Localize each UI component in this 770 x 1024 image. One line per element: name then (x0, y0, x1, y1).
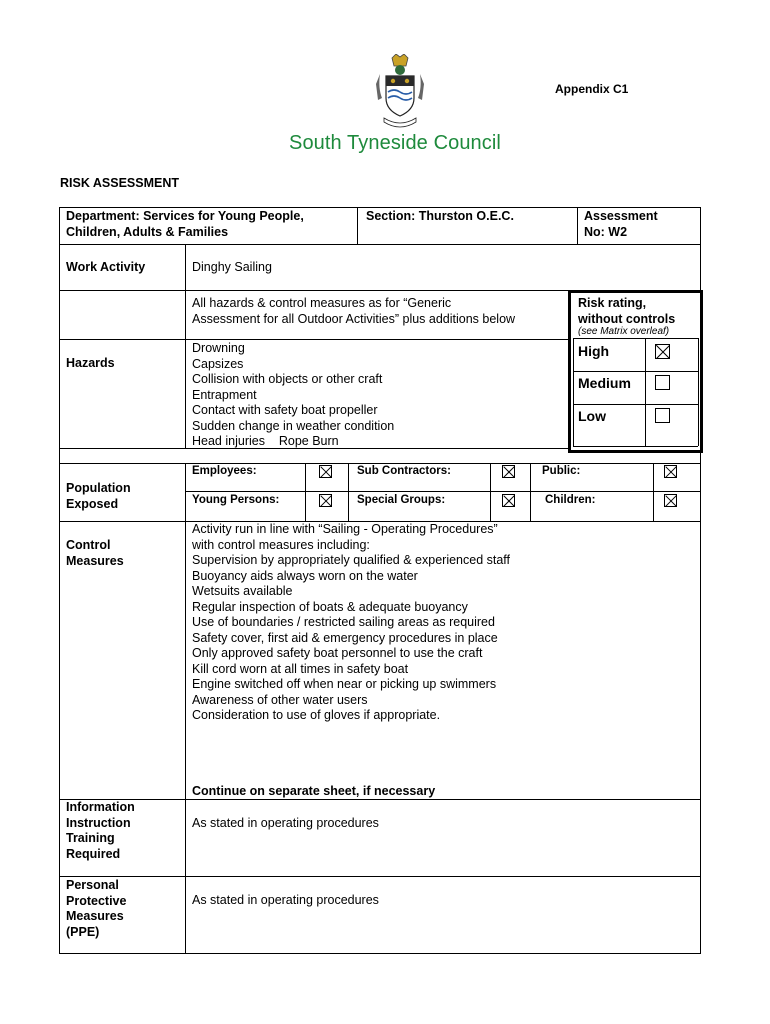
information-label-line: Required (66, 846, 121, 861)
assessment-label: Assessment (584, 209, 658, 223)
population-young-persons-checkbox[interactable] (319, 494, 332, 507)
hazard-item: Sudden change in weather condition (192, 418, 395, 433)
population-special-groups-label: Special Groups: (357, 494, 446, 506)
control-measure-item: Regular inspection of boats & adequate buoyancy (192, 599, 468, 614)
risk-rating-note: (see Matrix overleaf) (578, 326, 670, 337)
appendix-label: Appendix C1 (555, 82, 629, 96)
population-employees-checkbox[interactable] (319, 465, 332, 478)
hazards-label: Hazards (66, 356, 115, 370)
control-measures-label-1: Control (66, 538, 111, 552)
control-measure-item: Safety cover, first aid & emergency procedures in place (192, 630, 498, 645)
population-young-persons-label: Young Persons: (192, 494, 280, 506)
risk-level-medium-label: Medium (578, 375, 631, 391)
population-label-1: Population (66, 481, 131, 495)
control-measure-item: Supervision by appropriately qualified & experienced staff (192, 553, 511, 567)
hazard-item: Collision with objects or other craft (192, 372, 383, 386)
control-measures-list (192, 522, 510, 724)
risk-rating-box (568, 290, 703, 453)
information-value: As stated in operating procedures (192, 816, 379, 830)
control-measure-item: Activity run in line with “Sailing - Operating Procedures” (192, 522, 498, 536)
ppe-label-line: (PPE) (66, 924, 100, 939)
risk-rating-title-1: Risk rating, (578, 296, 647, 310)
council-crest (374, 54, 426, 130)
hazards-list (192, 341, 394, 450)
information-label-line: Instruction (66, 815, 131, 830)
ppe-label (66, 878, 126, 940)
population-special-groups-checkbox[interactable] (502, 494, 515, 507)
population-label-2: Exposed (66, 497, 119, 511)
risk-rating-title-2: without controls (578, 312, 676, 326)
risk-level-high-checkbox[interactable] (655, 344, 670, 359)
council-name: South Tyneside Council (289, 132, 501, 154)
department-label: Department: Services for Young People, Children, Adults & Families (66, 209, 304, 239)
ppe-value: As stated in operating procedures (192, 893, 379, 907)
hazard-item: Head injuries Rope Burn (192, 434, 339, 448)
hazard-item: Capsizes (192, 356, 244, 371)
risk-level-high-label: High (578, 343, 610, 359)
ppe-label-line: Protective (66, 893, 127, 908)
control-measure-item: Use of boundaries / restricted sailing areas as required (192, 615, 495, 629)
information-label (66, 800, 135, 862)
population-subcontractors-label: Sub Contractors: (357, 465, 451, 477)
hazard-item: Entrapment (192, 387, 257, 402)
section-label: Section: Thurston O.E.C. (366, 209, 514, 223)
control-measure-item: Wetsuits available (192, 584, 293, 598)
population-public-checkbox[interactable] (664, 465, 677, 478)
control-measure-item: Awareness of other water users (192, 692, 368, 707)
information-label-line: Training (66, 831, 115, 845)
control-measure-item: Engine switched off when near or picking up swimmers (192, 677, 497, 691)
continue-note: Continue on separate sheet, if necessary (192, 784, 436, 798)
control-measure-item: Kill cord worn at all times in safety boat (192, 661, 409, 676)
control-measure-item: Consideration to use of gloves if appropriate. (192, 708, 441, 722)
population-children-label: Children: (545, 494, 596, 506)
control-measure-item: with control measures including: (192, 537, 370, 552)
assessment-number: No: W2 (584, 225, 628, 239)
population-children-checkbox[interactable] (664, 494, 677, 507)
hazard-item: Drowning (192, 341, 245, 355)
risk-level-low-checkbox[interactable] (655, 408, 670, 423)
population-employees-label: Employees: (192, 465, 257, 477)
ppe-label-line: Measures (66, 909, 124, 923)
document-title: RISK ASSESSMENT (60, 176, 180, 190)
work-activity-label: Work Activity (66, 260, 146, 274)
control-measure-item: Only approved safety boat personnel to use the craft (192, 646, 483, 660)
population-subcontractors-checkbox[interactable] (502, 465, 515, 478)
ppe-label-line: Personal (66, 878, 119, 892)
risk-level-medium-checkbox[interactable] (655, 375, 670, 390)
population-public-label: Public: (542, 465, 581, 477)
work-activity-value: Dinghy Sailing (192, 260, 272, 274)
hazards-intro-line-2: Assessment for all Outdoor Activities” plus additions below (192, 312, 516, 326)
hazards-intro-line-1: All hazards & control measures as for “Generic (192, 296, 452, 310)
control-measures-label-2: Measures (66, 554, 124, 568)
hazard-item: Contact with safety boat propeller (192, 403, 378, 417)
risk-level-low-label: Low (578, 408, 606, 424)
control-measure-item: Buoyancy aids always worn on the water (192, 568, 418, 583)
information-label-line: Information (66, 800, 135, 814)
